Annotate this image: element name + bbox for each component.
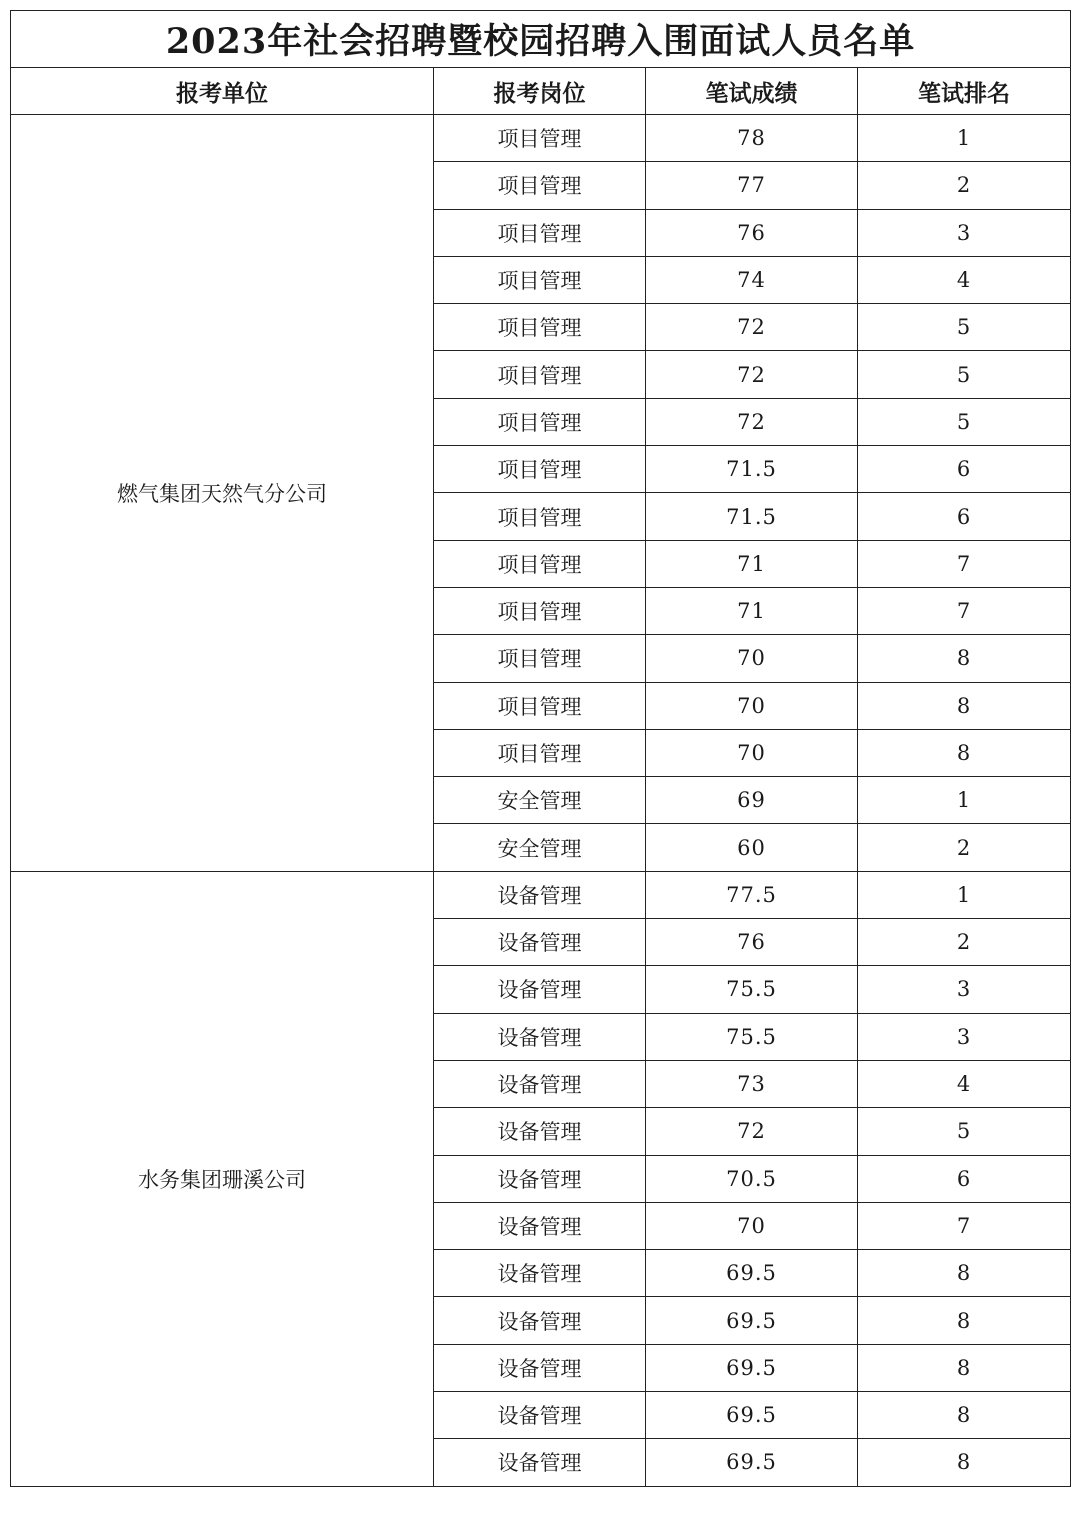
position-cell: 项目管理 <box>434 162 646 209</box>
score-cell: 70 <box>646 729 858 776</box>
rank-cell: 6 <box>858 446 1071 493</box>
rank-cell: 4 <box>858 1060 1071 1107</box>
position-cell: 设备管理 <box>434 1250 646 1297</box>
score-cell: 71 <box>646 540 858 587</box>
position-cell: 项目管理 <box>434 446 646 493</box>
rank-cell: 2 <box>858 919 1071 966</box>
rank-cell: 5 <box>858 1108 1071 1155</box>
score-cell: 72 <box>646 398 858 445</box>
position-cell: 设备管理 <box>434 1108 646 1155</box>
header-score: 笔试成绩 <box>646 68 858 115</box>
rank-cell: 8 <box>858 1250 1071 1297</box>
position-cell: 设备管理 <box>434 871 646 918</box>
position-cell: 设备管理 <box>434 919 646 966</box>
interview-list-document <box>10 10 1070 1487</box>
table-body <box>11 115 1071 1487</box>
score-cell: 70 <box>646 635 858 682</box>
rank-cell: 8 <box>858 1439 1071 1486</box>
score-cell: 72 <box>646 304 858 351</box>
header-position: 报考岗位 <box>434 68 646 115</box>
header-rank: 笔试排名 <box>858 68 1071 115</box>
score-cell: 73 <box>646 1060 858 1107</box>
table-row <box>11 115 1071 162</box>
position-cell: 设备管理 <box>434 1297 646 1344</box>
position-cell: 项目管理 <box>434 540 646 587</box>
score-cell: 69.5 <box>646 1344 858 1391</box>
rank-cell: 8 <box>858 1344 1071 1391</box>
score-cell: 77 <box>646 162 858 209</box>
position-cell: 项目管理 <box>434 351 646 398</box>
rank-cell: 8 <box>858 682 1071 729</box>
score-cell: 78 <box>646 115 858 162</box>
position-cell: 项目管理 <box>434 635 646 682</box>
score-cell: 69.5 <box>646 1439 858 1486</box>
rank-cell: 7 <box>858 1202 1071 1249</box>
score-cell: 69 <box>646 777 858 824</box>
position-cell: 项目管理 <box>434 493 646 540</box>
unit-cell: 水务集团珊溪公司 <box>11 871 434 1486</box>
position-cell: 项目管理 <box>434 209 646 256</box>
rank-cell: 1 <box>858 115 1071 162</box>
score-cell: 69.5 <box>646 1250 858 1297</box>
unit-cell: 燃气集团天然气分公司 <box>11 115 434 872</box>
score-cell: 76 <box>646 209 858 256</box>
rank-cell: 4 <box>858 256 1071 303</box>
rank-cell: 1 <box>858 871 1071 918</box>
position-cell: 设备管理 <box>434 1392 646 1439</box>
score-cell: 69.5 <box>646 1297 858 1344</box>
rank-cell: 2 <box>858 162 1071 209</box>
rank-cell: 6 <box>858 1155 1071 1202</box>
header-unit: 报考单位 <box>11 68 434 115</box>
score-cell: 75.5 <box>646 1013 858 1060</box>
rank-cell: 5 <box>858 304 1071 351</box>
rank-cell: 5 <box>858 398 1071 445</box>
score-cell: 60 <box>646 824 858 871</box>
rank-cell: 8 <box>858 729 1071 776</box>
interview-list-table <box>10 10 1071 1487</box>
position-cell: 项目管理 <box>434 304 646 351</box>
position-cell: 项目管理 <box>434 682 646 729</box>
position-cell: 项目管理 <box>434 729 646 776</box>
score-cell: 69.5 <box>646 1392 858 1439</box>
rank-cell: 3 <box>858 1013 1071 1060</box>
score-cell: 77.5 <box>646 871 858 918</box>
table-row <box>11 871 1071 918</box>
score-cell: 70 <box>646 682 858 729</box>
score-cell: 70.5 <box>646 1155 858 1202</box>
rank-cell: 8 <box>858 1392 1071 1439</box>
position-cell: 安全管理 <box>434 824 646 871</box>
position-cell: 安全管理 <box>434 777 646 824</box>
position-cell: 设备管理 <box>434 1202 646 1249</box>
position-cell: 项目管理 <box>434 587 646 634</box>
position-cell: 设备管理 <box>434 1344 646 1391</box>
score-cell: 75.5 <box>646 966 858 1013</box>
rank-cell: 8 <box>858 635 1071 682</box>
rank-cell: 7 <box>858 587 1071 634</box>
score-cell: 70 <box>646 1202 858 1249</box>
position-cell: 设备管理 <box>434 1439 646 1486</box>
rank-cell: 8 <box>858 1297 1071 1344</box>
rank-cell: 1 <box>858 777 1071 824</box>
rank-cell: 2 <box>858 824 1071 871</box>
rank-cell: 5 <box>858 351 1071 398</box>
rank-cell: 3 <box>858 209 1071 256</box>
rank-cell: 3 <box>858 966 1071 1013</box>
score-cell: 71 <box>646 587 858 634</box>
score-cell: 72 <box>646 351 858 398</box>
rank-cell: 6 <box>858 493 1071 540</box>
position-cell: 项目管理 <box>434 256 646 303</box>
score-cell: 72 <box>646 1108 858 1155</box>
position-cell: 设备管理 <box>434 1013 646 1060</box>
score-cell: 74 <box>646 256 858 303</box>
score-cell: 71.5 <box>646 446 858 493</box>
position-cell: 项目管理 <box>434 398 646 445</box>
position-cell: 设备管理 <box>434 1155 646 1202</box>
position-cell: 设备管理 <box>434 966 646 1013</box>
score-cell: 71.5 <box>646 493 858 540</box>
rank-cell: 7 <box>858 540 1071 587</box>
position-cell: 项目管理 <box>434 115 646 162</box>
position-cell: 设备管理 <box>434 1060 646 1107</box>
document-title: 2023年社会招聘暨校园招聘入围面试人员名单 <box>11 11 1071 68</box>
score-cell: 76 <box>646 919 858 966</box>
